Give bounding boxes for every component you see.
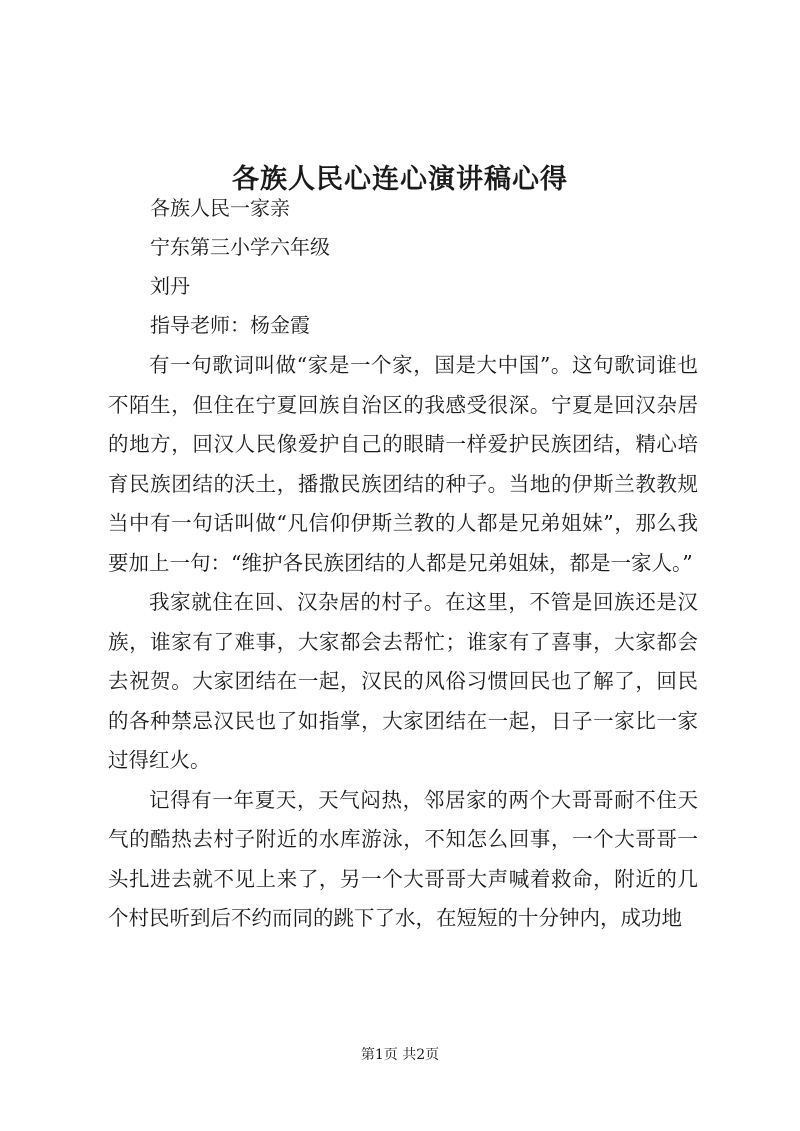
page-number-footer: 第1页 共2页 [360, 1047, 440, 1063]
page-title: 各族人民心连心演讲稿心得 [232, 164, 568, 196]
paragraph-3: 记得有一年夏天，天气闷热，邻居家的两个大哥哥耐不住天气的酷热去村子附近的水库游泳，不知怎么回事，一个大哥哥一头扎进去就不见上来了，另一个大哥哥大声喊着救命，附近的几个村民听到后不约而同的跳下了水，在短短的十分钟内，成功地 [108, 787, 698, 930]
school-class-line: 宁东第三小学六年级 [150, 235, 330, 259]
paragraph-1: 有一句歌词叫做“家是一个家，国是大中国”。这句歌词谁也不陌生，但住在宁夏回族自治区的我感受很深。宁夏是回汉杂居的地方，回汉人民像爱护自己的眼睛一样爱护民族团结，精心培育民族团结的沃土，播撒民族团结的种子。当地的伊斯兰教教规当中有一句话叫做“凡信仰伊斯兰教的人都是兄弟姐妹”，那么我要加上一句：“维护各民族团结的人都是兄弟姐妹，都是一家人。” [108, 353, 698, 575]
document-body [108, 346, 698, 939]
paragraph-2: 我家就住在回、汉杂居的村子。在这里，不管是回族还是汉族，谁家有了难事，大家都会去帮忙；谁家有了喜事，大家都会去祝贺。大家团结在一起，汉民的风俗习惯回民也了解了，回民的各种禁忌汉民也了如指掌，大家团结在一起，日子一家比一家过得红火。 [108, 590, 698, 772]
teacher-line: 指导老师：杨金霞 [150, 313, 310, 337]
subtitle-line: 各族人民一家亲 [150, 196, 290, 220]
author-name-line: 刘丹 [150, 274, 190, 298]
